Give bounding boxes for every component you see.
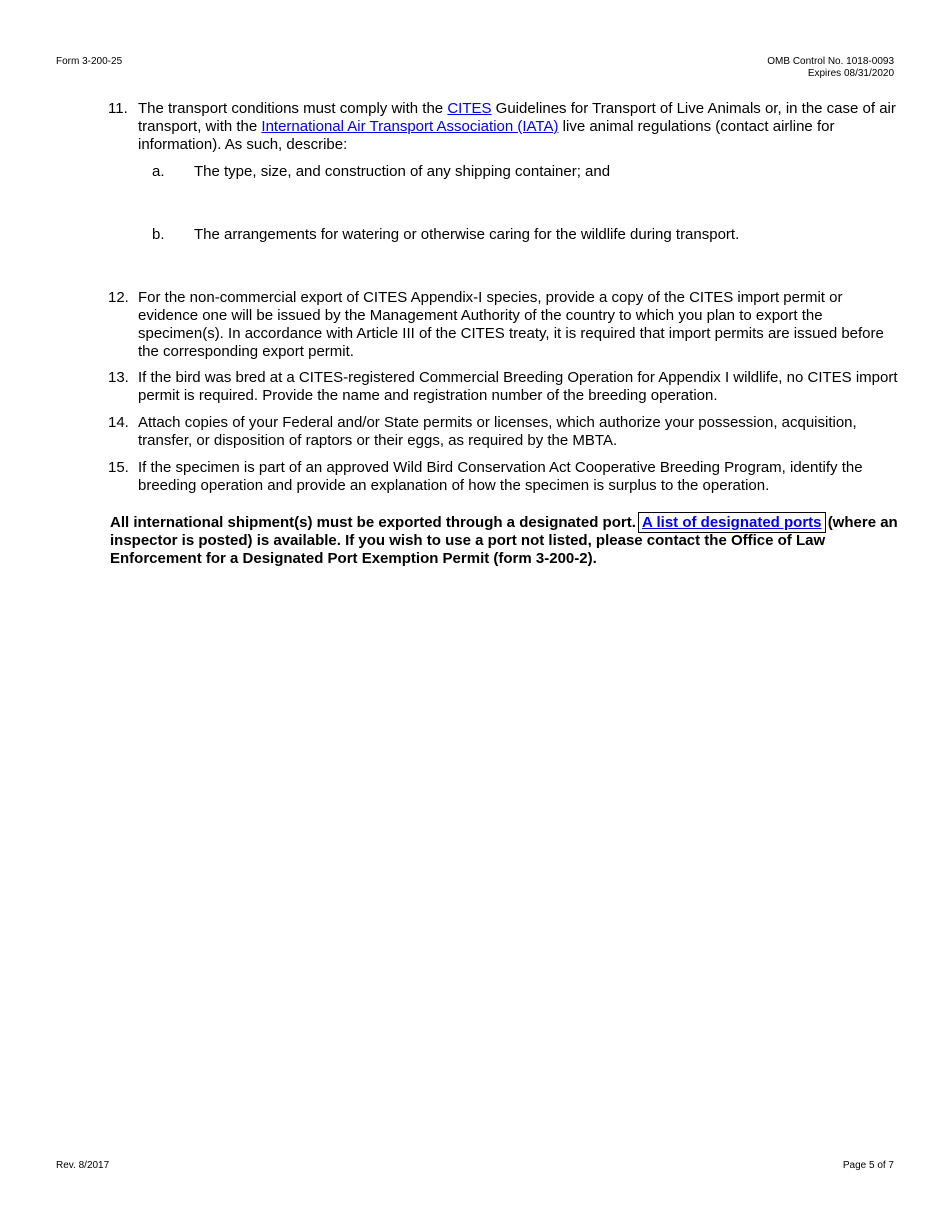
iata-link[interactable]: International Air Transport Association (IATA) [261, 118, 559, 135]
sub-item-label: b. [152, 226, 165, 243]
instruction-item-12 [108, 289, 898, 361]
item-number: 15. [108, 459, 129, 476]
instruction-item-11 [108, 100, 898, 154]
item-text: Attach copies of your Federal and/or State permits or licenses, which authorize your possession, acquisition, transfer, or disposition of raptors or their eggs, as required by the MBTA. [138, 414, 857, 449]
sub-item-11b [152, 226, 892, 244]
item-text: For the non-commercial export of CITES Appendix-I species, provide a copy of the CITES import permit or evidence one will be issued by the Management Authority of the country to which you plan to export the specimen(s). In accordance with Article III of the CITES treaty, it is required that import permits are issued before the corresponding export permit. [138, 289, 884, 360]
item-text-part: The transport conditions must comply with the [138, 100, 444, 117]
page-number: Page 5 of 7 [842, 1160, 894, 1171]
omb-control-block [767, 56, 894, 80]
notice-text-part: All international shipment(s) must be exported through a designated port. [110, 514, 636, 531]
item-number: 12. [108, 289, 129, 306]
item-text: If the bird was bred at a CITES-registered Commercial Breeding Operation for Appendix I wildlife, no CITES import permit is required. Provide the name and registration number of the breeding operation. [138, 369, 898, 404]
sub-item-text: The arrangements for watering or otherwise caring for the wildlife during transport. [194, 226, 740, 243]
revision-date: Rev. 8/2017 [56, 1160, 110, 1171]
designated-ports-link[interactable]: A list of designated ports [642, 514, 822, 531]
item-text: If the specimen is part of an approved Wild Bird Conservation Act Cooperative Breeding Program, identify the breeding operation and provide an explanation of how the specimen is surplus to the operation. [138, 459, 863, 494]
form-number: Form 3-200-25 [56, 56, 123, 67]
item-number: 11. [108, 100, 128, 117]
instruction-item-14 [108, 414, 898, 450]
item-text-part: Guidelines for Transport of Live Animals or, in the case of air transport, with the [138, 100, 896, 135]
sub-item-label: a. [152, 163, 165, 180]
designated-port-notice [110, 514, 902, 568]
cites-link[interactable]: CITES [447, 100, 492, 117]
sub-item-text: The type, size, and construction of any shipping container; and [194, 163, 611, 180]
notice-text-part: (where an inspector is posted) is available. If you wish to use a port not listed, please contact the Office of Law Enforcement for a Designated Port Exemption Permit (form 3-200-2). [110, 514, 898, 567]
item-number: 13. [108, 369, 129, 386]
item-text-part: live animal regulations (contact airline for information). As such, describe: [138, 118, 835, 153]
sub-item-11a [152, 163, 892, 181]
omb-control-number: OMB Control No. 1018-0093 [767, 56, 894, 67]
instruction-item-13 [108, 369, 898, 405]
item-number: 14. [108, 414, 129, 431]
item-text [138, 100, 898, 154]
expiration-date: Expires 08/31/2020 [807, 68, 894, 79]
instruction-item-15 [108, 459, 898, 495]
